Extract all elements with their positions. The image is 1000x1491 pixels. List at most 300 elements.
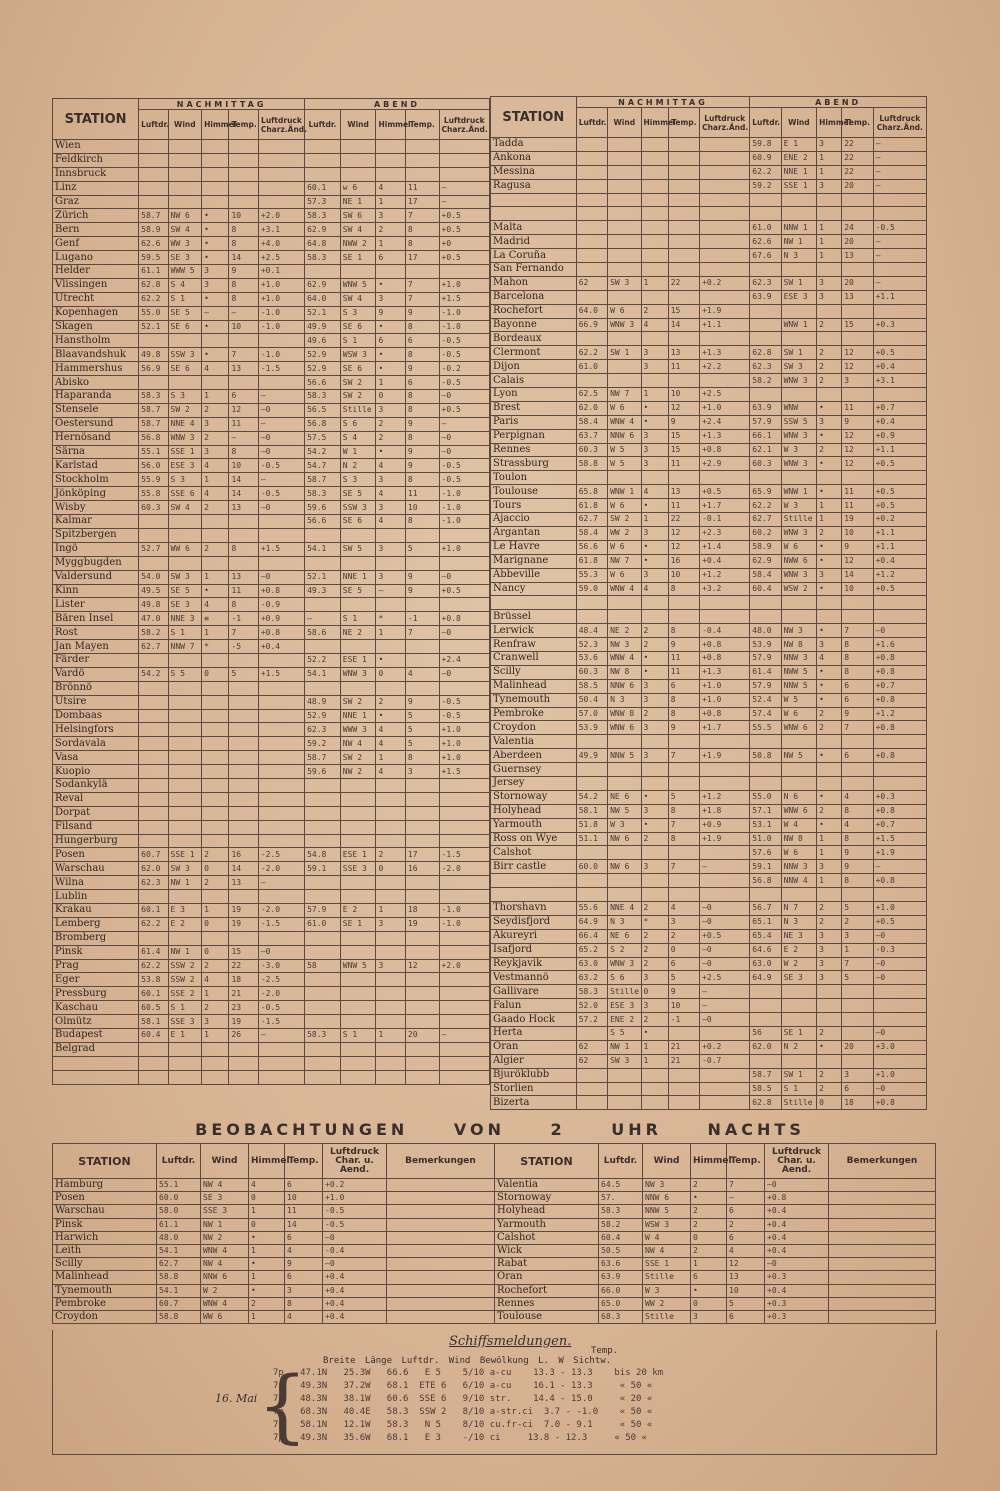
observation-cell: 2 <box>641 901 668 915</box>
table-row <box>53 945 490 959</box>
observation-cell: +1.9 <box>700 749 750 763</box>
station-name: Vardö <box>53 667 139 681</box>
observation-cell <box>405 931 439 945</box>
observation-cell <box>641 1096 668 1110</box>
station-name: Brönnö <box>53 681 139 695</box>
station-name <box>53 1056 139 1070</box>
observation-cell: 62.9 <box>305 278 341 292</box>
observation-cell: +1.1 <box>873 540 926 554</box>
observation-cell: 17 <box>405 848 439 862</box>
observation-cell <box>576 1068 607 1082</box>
table-row <box>53 653 490 667</box>
observation-cell: 3 <box>817 860 842 874</box>
observation-cell: 1 <box>202 987 229 1001</box>
observation-cell: +0.5 <box>873 915 926 929</box>
table-row <box>53 820 490 834</box>
observation-cell: 2 <box>641 832 668 846</box>
observation-cell: WNW 3 <box>608 957 641 971</box>
observation-cell: — <box>873 249 926 263</box>
observation-cell: 58.3 <box>305 487 341 501</box>
observation-cell: 1 <box>817 846 842 860</box>
observation-cell <box>340 987 376 1001</box>
observation-cell: 2 <box>817 526 842 540</box>
table-row <box>53 903 490 917</box>
observation-cell: WNW 4 <box>201 1244 249 1257</box>
station-name: Bromberg <box>53 931 139 945</box>
observation-cell: 2 <box>842 915 873 929</box>
observation-cell: WNW 5 <box>340 959 376 973</box>
observation-cell <box>258 834 304 848</box>
observation-cell: -0.4 <box>700 624 750 638</box>
observation-cell <box>305 140 341 154</box>
observation-cell <box>405 834 439 848</box>
table-row <box>491 429 927 443</box>
observation-cell <box>258 695 304 709</box>
observation-cell <box>668 1096 699 1110</box>
observation-cell: —0 <box>439 390 490 404</box>
observation-cell <box>700 596 750 610</box>
observation-cell: E 1 <box>781 138 817 152</box>
observation-cell <box>750 388 781 402</box>
table-row <box>53 542 490 556</box>
observation-cell <box>376 681 405 695</box>
observation-cell <box>668 596 699 610</box>
observation-cell: 1 <box>817 874 842 888</box>
observation-cell: — <box>873 860 926 874</box>
observation-cell: 6 <box>842 1082 873 1096</box>
ship-reports-title: Schiffsmeldungen. <box>449 1334 572 1349</box>
station-name: Pembroke <box>53 1297 157 1310</box>
observation-cell: 3 <box>817 957 842 971</box>
observation-cell <box>229 1042 258 1056</box>
observation-cell <box>168 140 202 154</box>
table-row <box>53 792 490 806</box>
observation-cell: • <box>641 665 668 679</box>
observation-cell: 10 <box>727 1284 765 1297</box>
observation-cell <box>641 1082 668 1096</box>
observation-cell: W 3 <box>643 1284 691 1297</box>
observation-cell: WNW 1 <box>608 485 641 499</box>
observation-cell: —0 <box>765 1179 829 1192</box>
observation-cell <box>781 388 817 402</box>
observation-cell: WNW 3 <box>781 568 817 582</box>
observation-cell: 2 <box>376 431 405 445</box>
observation-cell: SE 6 <box>340 515 376 529</box>
observation-cell: -3.0 <box>258 959 304 973</box>
observation-cell: 13 <box>842 290 873 304</box>
observation-cell: +1.9 <box>700 304 750 318</box>
station-name: Hanstholm <box>53 334 139 348</box>
observation-cell <box>641 221 668 235</box>
observation-cell: 1 <box>202 1029 229 1043</box>
observation-cell: 58.4 <box>576 415 607 429</box>
observation-cell: SSE 2 <box>168 987 202 1001</box>
station-name: Ross on Wye <box>491 832 577 846</box>
observation-cell: +1.0 <box>873 901 926 915</box>
observation-cell: 56.6 <box>576 540 607 554</box>
observation-cell <box>168 167 202 181</box>
observation-cell: 57.3 <box>305 195 341 209</box>
observation-cell: Stille <box>643 1310 691 1323</box>
observation-cell <box>641 235 668 249</box>
observation-cell: +0.4 <box>323 1297 387 1310</box>
observation-cell <box>229 167 258 181</box>
observation-cell: 15 <box>842 318 873 332</box>
observation-cell <box>829 1310 936 1323</box>
observation-cell: NW 1 <box>201 1218 249 1231</box>
observation-cell <box>842 471 873 485</box>
observation-cell: +1.0 <box>323 1192 387 1205</box>
observation-cell <box>258 723 304 737</box>
observation-cell: +0.9 <box>700 818 750 832</box>
column-header: Bemerkungen <box>829 1144 936 1179</box>
observation-cell: NW 3 <box>781 624 817 638</box>
observation-cell: 4 <box>641 318 668 332</box>
observation-cell: +0.5 <box>439 584 490 598</box>
station-name: Gallivare <box>491 985 577 999</box>
observation-cell: +0.5 <box>700 485 750 499</box>
observation-cell: 64.8 <box>305 237 341 251</box>
observation-cell: 8 <box>405 390 439 404</box>
observation-cell: +0.7 <box>873 818 926 832</box>
observation-cell: 11 <box>668 651 699 665</box>
observation-cell: +1.5 <box>258 667 304 681</box>
station-name: Malinhead <box>491 679 577 693</box>
observation-cell <box>405 1015 439 1029</box>
observation-cell: 2 <box>691 1244 727 1257</box>
observation-cell: 10 <box>405 501 439 515</box>
station-name: Hammershus <box>53 362 139 376</box>
observation-cell: — <box>376 584 405 598</box>
observation-cell <box>668 165 699 179</box>
table-row <box>491 1040 927 1054</box>
observation-cell: WNW 3 <box>781 457 817 471</box>
observation-cell: 3 <box>817 971 842 985</box>
observation-cell: W 5 <box>781 693 817 707</box>
observation-cell <box>700 193 750 207</box>
station-name: Zürich <box>53 209 139 223</box>
observation-cell <box>829 1231 936 1244</box>
observation-cell: 48.4 <box>576 624 607 638</box>
observation-cell <box>229 709 258 723</box>
observation-cell: 54.8 <box>305 848 341 862</box>
observation-cell: 0 <box>249 1192 285 1205</box>
observation-cell <box>576 263 607 277</box>
observation-cell <box>258 515 304 529</box>
station-name: Barcelona <box>491 290 577 304</box>
observation-cell: 61.4 <box>139 945 168 959</box>
column-header: Temp. <box>229 110 258 140</box>
observation-cell: • <box>817 582 842 596</box>
observation-cell: 9 <box>842 846 873 860</box>
station-name: Hamburg <box>53 1179 157 1192</box>
observation-cell: 58.7 <box>139 417 168 431</box>
observation-cell <box>258 167 304 181</box>
observation-cell: 2 <box>376 695 405 709</box>
observation-cell: 9 <box>376 306 405 320</box>
observation-cell <box>641 332 668 346</box>
observation-cell: S 1 <box>168 1001 202 1015</box>
observation-cell <box>608 596 641 610</box>
observation-cell <box>608 179 641 193</box>
observation-cell: 2 <box>817 1068 842 1082</box>
observation-cell: 1 <box>817 499 842 513</box>
observation-cell: 1 <box>376 903 405 917</box>
observation-cell <box>258 334 304 348</box>
station-name: Calshot <box>491 846 577 860</box>
observation-cell: — <box>305 612 341 626</box>
observation-cell: 4 <box>202 459 229 473</box>
observation-cell <box>405 792 439 806</box>
observation-cell: 3 <box>691 1310 727 1323</box>
station-name: Eger <box>53 973 139 987</box>
table-row <box>491 1096 927 1110</box>
observation-cell: —0 <box>323 1258 387 1271</box>
observation-cell: — <box>873 235 926 249</box>
station-name: Perpignan <box>491 429 577 443</box>
observation-cell: 55.3 <box>576 568 607 582</box>
observation-cell: SE 6 <box>168 362 202 376</box>
observation-cell: 15 <box>668 443 699 457</box>
observation-cell <box>576 1096 607 1110</box>
observation-cell <box>439 945 490 959</box>
observation-cell: +0.8 <box>873 1096 926 1110</box>
observation-cell: 8 <box>285 1297 323 1310</box>
column-header: Luftdruck Charz.Änd. <box>700 108 750 138</box>
observation-cell: +0.3 <box>765 1271 829 1284</box>
observation-cell: +1.5 <box>439 292 490 306</box>
observation-cell: 65.1 <box>750 915 781 929</box>
observation-cell: W 4 <box>643 1231 691 1244</box>
observation-cell <box>139 834 168 848</box>
observation-cell: —0 <box>873 957 926 971</box>
observation-cell <box>376 528 405 542</box>
observation-cell <box>576 179 607 193</box>
table-row <box>491 457 927 471</box>
observation-cell: • <box>691 1284 727 1297</box>
observation-cell: +1.1 <box>873 290 926 304</box>
observation-cell: 58.5 <box>576 679 607 693</box>
observation-cell: • <box>641 651 668 665</box>
observation-cell <box>668 332 699 346</box>
observation-cell: +0.4 <box>765 1218 829 1231</box>
observation-cell: 60.1 <box>305 181 341 195</box>
observation-cell <box>405 1070 439 1084</box>
observation-cell <box>829 1271 936 1284</box>
observation-cell: +0 <box>439 237 490 251</box>
observation-cell: NNW 7 <box>168 640 202 654</box>
observation-cell: 2 <box>202 959 229 973</box>
observation-cell: 58.2 <box>750 374 781 388</box>
station-name: Valentia <box>495 1179 599 1192</box>
station-name: Storlien <box>491 1082 577 1096</box>
observation-cell <box>817 776 842 790</box>
table-row <box>491 665 927 679</box>
observation-cell: 12 <box>668 526 699 540</box>
observation-cell: W 6 <box>608 568 641 582</box>
observation-cell <box>258 792 304 806</box>
observation-cell: 0 <box>202 917 229 931</box>
station-name: Särna <box>53 445 139 459</box>
observation-cell: 2 <box>817 804 842 818</box>
observation-cell <box>139 181 168 195</box>
station-name: Rost <box>53 626 139 640</box>
observation-cell: E 2 <box>340 903 376 917</box>
station-name: Falun <box>491 999 577 1013</box>
column-header: Luftdruck Char. u. Aend. <box>323 1144 387 1179</box>
observation-cell: -0.5 <box>323 1218 387 1231</box>
observation-cell <box>439 820 490 834</box>
table-row <box>53 251 490 265</box>
observation-cell: ESE 1 <box>340 848 376 862</box>
observation-cell: 58.0 <box>157 1205 201 1218</box>
observation-cell: 62.2 <box>750 165 781 179</box>
observation-cell: 56.8 <box>139 431 168 445</box>
observation-cell <box>439 1015 490 1029</box>
station-name <box>53 1070 139 1084</box>
observation-cell <box>139 890 168 904</box>
observation-cell: — <box>439 1029 490 1043</box>
observation-cell <box>376 931 405 945</box>
observation-cell: 18 <box>405 903 439 917</box>
observation-cell <box>340 1070 376 1084</box>
observation-cell <box>576 207 607 221</box>
observation-cell: 55.0 <box>139 306 168 320</box>
observation-cell <box>750 763 781 777</box>
observation-cell: SW 6 <box>340 209 376 223</box>
observation-cell: 3 <box>641 971 668 985</box>
observation-cell: NW 4 <box>340 737 376 751</box>
observation-cell: S 5 <box>608 1027 641 1041</box>
observation-cell <box>750 596 781 610</box>
table-row <box>491 554 927 568</box>
observation-cell: 12 <box>727 1258 765 1271</box>
observation-cell <box>608 235 641 249</box>
observation-cell <box>576 596 607 610</box>
observation-cell <box>781 1013 817 1027</box>
observation-cell: WNW 6 <box>781 804 817 818</box>
observation-cell: 58.3 <box>305 209 341 223</box>
observation-cell <box>668 610 699 624</box>
observation-cell: 17 <box>405 251 439 265</box>
observation-cell <box>781 763 817 777</box>
observation-cell: WNW 1 <box>781 318 817 332</box>
observation-cell: 52.1 <box>305 306 341 320</box>
observation-cell <box>873 207 926 221</box>
observation-cell: 55.1 <box>139 445 168 459</box>
observation-cell: 3 <box>817 290 842 304</box>
observation-cell: +0.3 <box>765 1297 829 1310</box>
observation-cell <box>668 776 699 790</box>
observation-cell <box>873 332 926 346</box>
observation-cell <box>387 1231 495 1244</box>
observation-cell: 54.0 <box>139 570 168 584</box>
observation-cell <box>750 888 781 902</box>
observation-cell <box>668 471 699 485</box>
observation-cell: 4 <box>285 1244 323 1257</box>
observation-cell: 9 <box>405 584 439 598</box>
observation-cell: +0.5 <box>873 457 926 471</box>
observation-cell: +2.3 <box>700 526 750 540</box>
observation-cell: +0.3 <box>873 790 926 804</box>
observation-cell <box>781 263 817 277</box>
observation-cell <box>229 195 258 209</box>
observation-cell <box>376 876 405 890</box>
table-row <box>491 999 927 1013</box>
observation-cell: SSE 3 <box>168 1015 202 1029</box>
observation-cell <box>168 334 202 348</box>
observation-cell: 1 <box>376 376 405 390</box>
observation-cell: S 1 <box>168 626 202 640</box>
observation-cell <box>168 709 202 723</box>
observation-cell <box>608 290 641 304</box>
observation-cell: 2 <box>691 1205 727 1218</box>
observation-cell <box>229 653 258 667</box>
table-row <box>53 1070 490 1084</box>
table-row <box>53 723 490 737</box>
observation-cell <box>258 778 304 792</box>
observation-cell: SW 2 <box>168 403 202 417</box>
ship-report-row: 7p 58.1N 12.1W 58.3 N 5 8/10 cu.fr-ci 7.0 - 9.1 « 50 « <box>273 1420 653 1430</box>
station-name <box>491 596 577 610</box>
observation-cell <box>168 737 202 751</box>
observation-cell <box>305 792 341 806</box>
observation-cell <box>439 640 490 654</box>
observation-cell: 20 <box>842 235 873 249</box>
station-name: Wisby <box>53 501 139 515</box>
station-name: Helder <box>53 265 139 279</box>
observation-cell: W 2 <box>201 1284 249 1297</box>
observation-cell: SW 1 <box>781 276 817 290</box>
station-name: Lemberg <box>53 917 139 931</box>
observation-cell: 3 <box>641 346 668 360</box>
observation-cell: +2.5 <box>700 388 750 402</box>
observation-cell: 62.7 <box>139 640 168 654</box>
observation-cell: 4 <box>249 1179 285 1192</box>
observation-cell <box>842 332 873 346</box>
observation-cell: -0.5 <box>323 1205 387 1218</box>
observation-cell: —0 <box>700 915 750 929</box>
observation-cell: 9 <box>668 415 699 429</box>
observation-cell: • <box>817 540 842 554</box>
observation-cell: NW 4 <box>201 1258 249 1271</box>
station-name: Abisko <box>53 376 139 390</box>
observation-cell: • <box>249 1231 285 1244</box>
observation-cell: 49.5 <box>139 584 168 598</box>
station-name: Croydon <box>491 721 577 735</box>
observation-cell <box>168 792 202 806</box>
observation-cell: +0.4 <box>323 1271 387 1284</box>
observation-cell: 58.7 <box>139 209 168 223</box>
observation-cell: 9 <box>405 417 439 431</box>
observation-cell <box>258 195 304 209</box>
observation-cell <box>139 778 168 792</box>
observation-cell: 3 <box>376 403 405 417</box>
observation-cell <box>139 195 168 209</box>
observation-cell <box>305 1070 341 1084</box>
observation-cell: 58.1 <box>139 1015 168 1029</box>
observation-cell: +2.9 <box>700 457 750 471</box>
observation-cell: SW 1 <box>781 346 817 360</box>
observation-cell: NE 2 <box>608 624 641 638</box>
observation-cell <box>139 376 168 390</box>
observation-cell: 9 <box>668 721 699 735</box>
observation-cell <box>817 332 842 346</box>
table-row <box>53 153 490 167</box>
observation-cell: SW 2 <box>340 376 376 390</box>
observation-cell <box>405 1042 439 1056</box>
observation-cell <box>168 820 202 834</box>
